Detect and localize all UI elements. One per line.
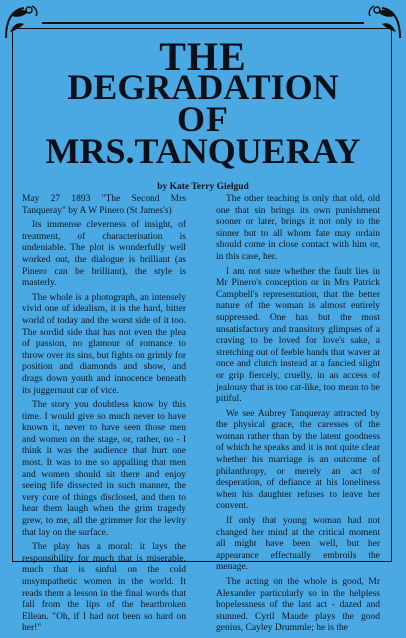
paragraph: We see Aubrey Tanqueray attracted by the physical grace, the caresses of the woman rather than by the latent goodness of which he speaks and it is not quite clear whether his marriage is an outcome of philanthropy, or merely an act of desperation, of defiance at his loneliness when his daughter refuses to leave her convent. — [216, 408, 380, 512]
right-column — [216, 194, 380, 638]
headline-line-2: DEGRADATION — [67, 67, 339, 107]
paragraph: Its immense cleverness of insight, of treatment, of characterisation is undeniable. The plot is wonderfully well worked out, the dialogue is brilliant (as Pinero can be brilliant), the style is masterly. — [22, 220, 186, 289]
paragraph: The whole is a photograph, an intensely vivid one of idealism, it is the hard, bitter world of today and the worst side of it too. The sordid side that has not even the plea of passion, no glamour of romance to throw over its sins, but fights on grimly for position and diamonds and show, and drags down youth and innocence beneath its juggernaut car of vice. — [22, 292, 186, 396]
floral-corner-icon — [364, 2, 404, 42]
headline-line-1: THE — [159, 34, 247, 79]
paragraph: I am not sure whether the fault lies in Mr Pinero's conception or in Mrs Patrick Campbell's representation, that the better nature of the woman is almost entirely suppressed. One has but the most unsatisfactory and transitory glimpses of a craving to be loved for love's sake, a stretching out of feeble hands that waver at once and clutch instead at a fancied slight or grip fiercely, cruelly, in an access of jealousy that is too cat-like, too mean to be pitiful. — [216, 266, 380, 405]
paragraph: The acting on the whole is good, Mr Alexander particularly so in the helpless hopelessness of the last act - dazed and stunned. Cyril Maude plays the good genius, Cayley Drummle; he is the — [216, 577, 380, 634]
headline-line-3: OF — [177, 99, 229, 139]
paragraph: If only that young woman had not changed her mind at the critical moment all might have been well, but her appearance effectually embroils the menage. — [216, 516, 380, 573]
paragraph: May 27 1893 "The Second Mrs Tanqueray" by A W Pinero (St James's) — [22, 194, 186, 216]
top-rule — [42, 22, 364, 24]
floral-corner-icon — [2, 2, 42, 42]
paragraph: The other teaching is only that old, old one that sin brings its own punishment sooner or later, brings it not only to the sinner but to all whom fate may ordain should come in close contact with him or, in this case, her. — [216, 194, 380, 262]
headline-line-4: MRS.TANQUERAY — [45, 131, 361, 171]
paragraph: The story you doubtless know by this time. I would give so much never to have known it, never to have seen those men and women on the stage, or, rather, no - I think it was the audience that hurt one most. It was to me so appalling that men and women should sit there and enjoy seeing life dissected in such manner, the very core of things disclosed, and then to hear them laugh when the grim tragedy grew, to me, all the grimmer for the levity that lay on the surface. — [22, 400, 186, 538]
byline: by Kate Terry Gielgud — [157, 182, 249, 192]
left-column — [22, 194, 186, 638]
paragraph: The play has a moral: it lays the responsibility for much that is miserable, much that is sinful on the cold unsympathetic women in the world. It reads them a lesson in the final words that fall from the lips of the heartbroken Ellean. "Oh, if I had not been so hard on her!" — [22, 542, 186, 634]
